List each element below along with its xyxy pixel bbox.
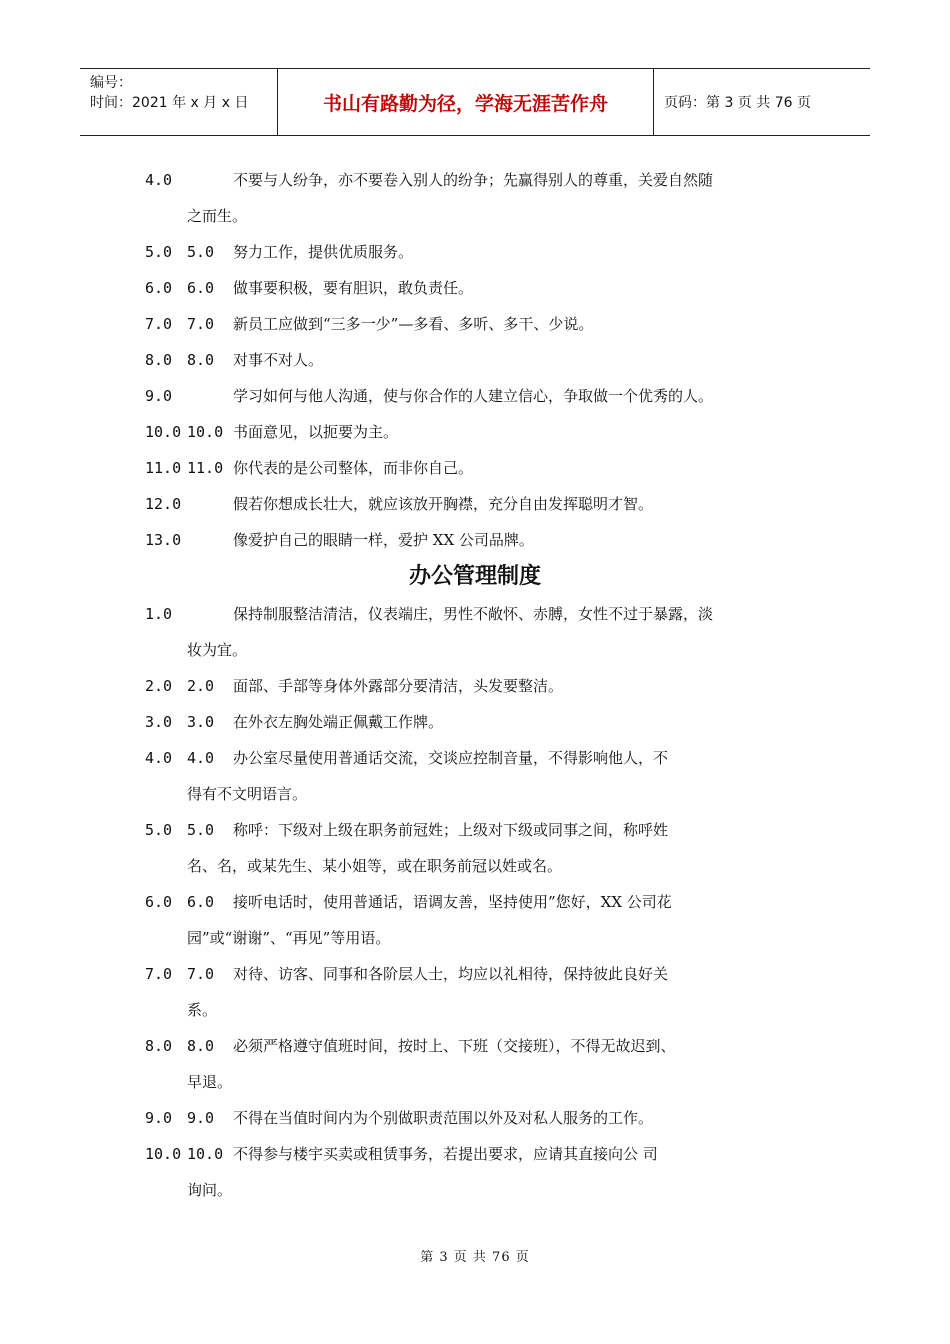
item-subnumber: 6.0 xyxy=(187,279,215,297)
item-number: 10.0 xyxy=(145,1145,182,1163)
list-item xyxy=(145,1100,825,1136)
number-label: 编号： xyxy=(90,75,132,91)
item-subnumber: 10.0 xyxy=(187,423,224,441)
item-text: 在外衣左胸处端正佩戴工作牌。 xyxy=(233,713,444,731)
list-item xyxy=(145,486,825,522)
item-subnumber xyxy=(187,162,233,198)
list-item xyxy=(145,812,825,884)
item-text: 做事要积极，要有胆识，敢负责任。 xyxy=(233,279,474,297)
item-number: 5.0 xyxy=(145,243,173,261)
list-item xyxy=(145,270,825,306)
item-continuation: 早退。 xyxy=(187,1073,233,1091)
item-subnumber: 5.0 xyxy=(187,821,215,839)
item-continuation: 得有不文明语言。 xyxy=(187,785,308,803)
list-item xyxy=(145,1136,825,1208)
item-subnumber: 8.0 xyxy=(187,1037,215,1055)
header-motto: 书山有路勤为径，学海无涯苦作舟 xyxy=(278,69,654,135)
item-number: 6.0 xyxy=(145,279,173,297)
item-number: 6.0 xyxy=(145,893,173,911)
item-subnumber: 3.0 xyxy=(187,713,215,731)
list-item xyxy=(145,162,825,234)
item-text: 办公室尽量使用普通话交流，交谈应控制音量，不得影响他人，不 xyxy=(233,749,669,767)
item-number: 9.0 xyxy=(145,1109,173,1127)
item-continuation: 名、名，或某先生、某小姐等，或在职务前冠以姓或名。 xyxy=(187,857,563,875)
item-subnumber: 5.0 xyxy=(187,243,215,261)
item-continuation: 园”或“谢谢”、“再见”等用语。 xyxy=(187,929,391,947)
item-number: 5.0 xyxy=(145,821,173,839)
item-text: 保持制服整洁清洁，仪表端庄，男性不敞怀、赤膊，女性不过于暴露，淡 xyxy=(233,605,714,623)
item-text: 对事不对人。 xyxy=(233,351,324,369)
list-item xyxy=(145,342,825,378)
item-text: 接听电话时，使用普通话，语调友善，坚持使用”您好，XX 公司花 xyxy=(233,893,672,911)
item-subnumber: 7.0 xyxy=(187,965,215,983)
list-item xyxy=(145,668,825,704)
item-number: 2.0 xyxy=(145,677,173,695)
item-number: 4.0 xyxy=(145,749,173,767)
item-number: 8.0 xyxy=(145,1037,173,1055)
item-number: 12.0 xyxy=(145,495,182,513)
item-text: 书面意见，以扼要为主。 xyxy=(233,423,399,441)
item-subnumber: 6.0 xyxy=(187,893,215,911)
list-item xyxy=(145,522,825,558)
item-number: 13.0 xyxy=(145,531,182,549)
list-item xyxy=(145,450,825,486)
item-continuation: 询问。 xyxy=(187,1181,233,1199)
item-subnumber xyxy=(187,522,233,558)
item-number: 3.0 xyxy=(145,713,173,731)
item-subnumber xyxy=(187,378,233,414)
list-item xyxy=(145,740,825,812)
item-subnumber xyxy=(187,486,233,522)
item-text: 像爱护自己的眼睛一样，爱护 XX 公司品牌。 xyxy=(233,531,534,549)
section-title: 办公管理制度 xyxy=(408,564,541,589)
item-continuation: 系。 xyxy=(187,1001,218,1019)
item-continuation: 之而生。 xyxy=(187,207,248,225)
item-continuation: 妆为宜。 xyxy=(187,641,248,659)
list-item xyxy=(145,306,825,342)
item-text: 对待、访客、同事和各阶层人士，均应以礼相待，保持彼此良好关 xyxy=(233,965,669,983)
item-subnumber: 8.0 xyxy=(187,351,215,369)
item-number: 11.0 xyxy=(145,459,182,477)
item-text: 称呼：下级对上级在职务前冠姓；上级对下级或同事之间，称呼姓 xyxy=(233,821,669,839)
item-subnumber: 9.0 xyxy=(187,1109,215,1127)
item-subnumber: 2.0 xyxy=(187,677,215,695)
list-item xyxy=(145,956,825,1028)
list-item xyxy=(145,414,825,450)
item-number: 1.0 xyxy=(145,605,173,623)
item-number: 8.0 xyxy=(145,351,173,369)
item-number: 7.0 xyxy=(145,965,173,983)
item-text: 不得参与楼宇买卖或租赁事务，若提出要求，应请其直接向公 司 xyxy=(233,1145,658,1163)
list-item xyxy=(145,596,825,668)
item-text: 不得在当值时间内为个别做职责范围以外及对私人服务的工作。 xyxy=(233,1109,654,1127)
time-label: 时间：2021 年 x 月 x 日 xyxy=(90,95,249,111)
item-subnumber: 11.0 xyxy=(187,459,224,477)
conduct-list xyxy=(145,162,825,558)
item-number: 7.0 xyxy=(145,315,173,333)
list-item xyxy=(145,704,825,740)
document-body xyxy=(145,162,825,1208)
item-subnumber xyxy=(187,596,233,632)
item-number: 10.0 xyxy=(145,423,182,441)
item-text: 学习如何与他人沟通，使与你合作的人建立信心，争取做一个优秀的人。 xyxy=(233,387,714,405)
page-footer: 第 3 页 共 76 页 xyxy=(420,1250,530,1265)
item-subnumber: 10.0 xyxy=(187,1145,224,1163)
header-page-info: 页码：第 3 页 共 76 页 xyxy=(664,95,811,111)
list-item xyxy=(145,1028,825,1100)
office-rules-list xyxy=(145,596,825,1208)
header-meta xyxy=(80,69,278,135)
item-text: 面部、手部等身体外露部分要清洁，头发要整洁。 xyxy=(233,677,564,695)
list-item xyxy=(145,884,825,956)
list-item xyxy=(145,234,825,270)
item-text: 假若你想成长壮大，就应该放开胸襟，充分自由发挥聪明才智。 xyxy=(233,495,654,513)
item-number: 4.0 xyxy=(145,171,173,189)
item-text: 努力工作，提供优质服务。 xyxy=(233,243,414,261)
item-text: 新员工应做到“三多一少”—多看、多听、多干、少说。 xyxy=(233,315,594,333)
item-text: 必须严格遵守值班时间，按时上、下班（交接班），不得无故迟到、 xyxy=(233,1037,676,1055)
item-number: 9.0 xyxy=(145,387,173,405)
item-text: 不要与人纷争，亦不要卷入别人的纷争；先赢得别人的尊重，关爱自然随 xyxy=(233,171,714,189)
item-text: 你代表的是公司整体，而非你自己。 xyxy=(233,459,474,477)
item-subnumber: 7.0 xyxy=(187,315,215,333)
list-item xyxy=(145,378,825,414)
page-header xyxy=(80,68,870,136)
item-subnumber: 4.0 xyxy=(187,749,215,767)
